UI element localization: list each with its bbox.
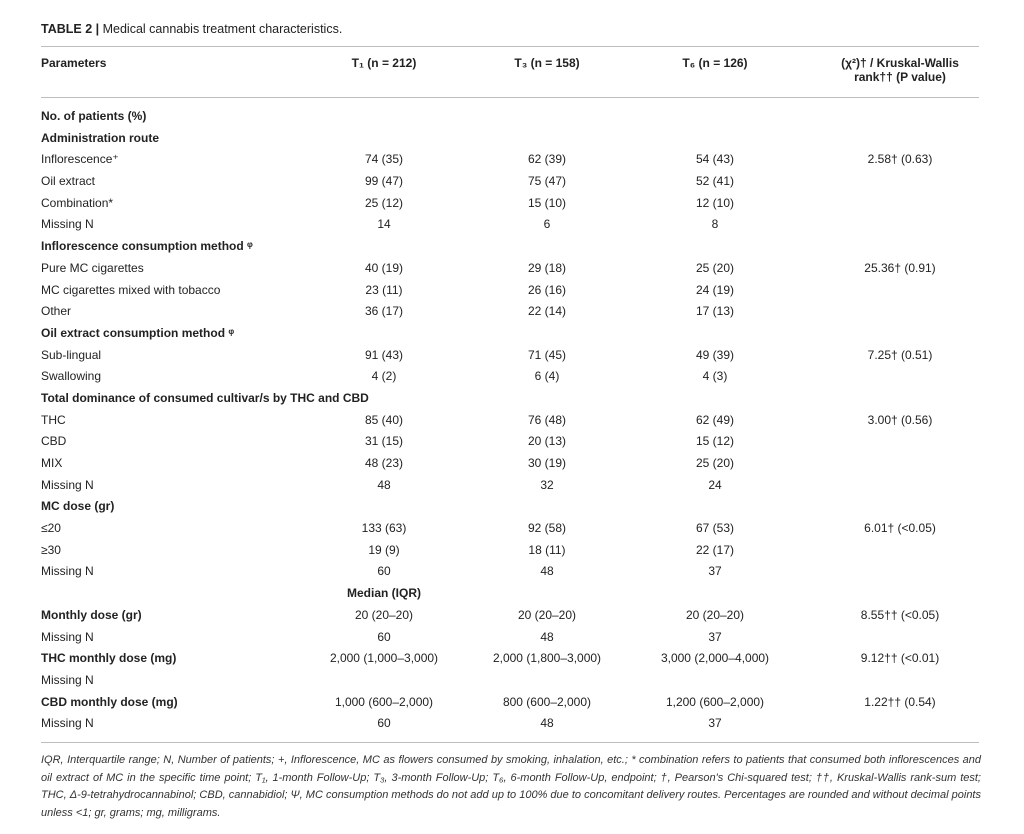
cell-t1: 60 bbox=[377, 564, 391, 579]
table-row bbox=[41, 475, 979, 497]
row-label: MC dose (gr) bbox=[41, 499, 115, 514]
cell-t6: 37 bbox=[708, 564, 722, 579]
cell-t1: 20 (20–20) bbox=[354, 607, 414, 622]
row-label: Sub-lingual bbox=[41, 347, 102, 362]
cell-t1: 14 bbox=[377, 217, 391, 232]
table-row bbox=[41, 193, 979, 215]
table-row bbox=[41, 561, 979, 583]
table-row bbox=[41, 345, 979, 367]
row-label: MC cigarettes mixed with tobacco bbox=[41, 282, 221, 297]
table-row bbox=[41, 301, 979, 323]
top-rule bbox=[41, 46, 979, 47]
table-caption bbox=[41, 22, 342, 36]
cell-t1: 31 (15) bbox=[364, 434, 404, 449]
cell-t1: 60 bbox=[377, 716, 391, 731]
cell-t3: 2,000 (1,800–3,000) bbox=[492, 651, 602, 666]
cell-t6: 25 (20) bbox=[695, 456, 735, 470]
cell-stat: 8.55†† (<0.05) bbox=[860, 607, 940, 622]
cell-t3: 20 (20–20) bbox=[517, 607, 577, 622]
cell-t3: 92 (58) bbox=[527, 521, 567, 536]
cell-t3: 15 (10) bbox=[527, 195, 567, 210]
cell-t6: 52 (41) bbox=[695, 174, 735, 189]
cell-t6: 24 bbox=[708, 477, 722, 492]
row-label: Missing N bbox=[41, 564, 94, 579]
table-row bbox=[41, 670, 979, 692]
cell-stat: 6.01† (<0.05) bbox=[864, 521, 936, 536]
cell-t1: 4 (2) bbox=[371, 369, 397, 384]
table-row bbox=[41, 323, 979, 345]
table-row bbox=[41, 605, 979, 627]
row-label: Swallowing bbox=[41, 369, 102, 384]
cell-t1: 25 (12) bbox=[364, 195, 404, 210]
cell-t6: 12 (10) bbox=[695, 195, 735, 210]
table-row bbox=[41, 388, 979, 410]
header-t1: T₁ (n = 212) bbox=[351, 56, 417, 70]
cell-t3: 22 (14) bbox=[527, 304, 567, 319]
table-row bbox=[41, 171, 979, 193]
cell-t1: 133 (63) bbox=[361, 521, 407, 536]
cell-t1: 40 (19) bbox=[364, 260, 404, 275]
table-row bbox=[41, 366, 979, 388]
table-row bbox=[41, 713, 979, 735]
cell-t6: 37 bbox=[708, 629, 722, 644]
row-label: CBD bbox=[41, 434, 67, 449]
cell-t3: 26 (16) bbox=[527, 282, 567, 297]
row-label: Missing N bbox=[41, 716, 94, 731]
cell-t3: 71 (45) bbox=[527, 347, 567, 362]
table-row bbox=[41, 258, 979, 280]
cell-stat: 25.36† (0.91) bbox=[864, 260, 936, 275]
cell-t6: 20 (20–20) bbox=[685, 607, 745, 622]
row-label: MIX bbox=[41, 456, 63, 470]
caption-label: TABLE 2 | bbox=[41, 22, 100, 36]
table-row bbox=[41, 518, 979, 540]
header-stat bbox=[820, 56, 980, 84]
row-label: Combination* bbox=[41, 195, 114, 210]
cell-t1: 2,000 (1,000–3,000) bbox=[329, 651, 439, 666]
row-label: Missing N bbox=[41, 672, 94, 687]
cell-t1: 19 (9) bbox=[368, 542, 400, 557]
cell-t6: 54 (43) bbox=[695, 152, 735, 167]
row-label: ≥30 bbox=[41, 542, 61, 557]
cell-t3: 29 (18) bbox=[527, 260, 567, 275]
header-t3: T₃ (n = 158) bbox=[514, 56, 580, 70]
table-row bbox=[41, 236, 979, 258]
cell-t3: 75 (47) bbox=[527, 174, 567, 189]
row-label: Missing N bbox=[41, 629, 94, 644]
table-row bbox=[41, 149, 979, 171]
table-row bbox=[41, 128, 979, 150]
cell-t3: 76 (48) bbox=[527, 412, 567, 427]
header-parameters: Parameters bbox=[41, 56, 107, 70]
table-row bbox=[41, 431, 979, 453]
cell-t3: 32 bbox=[540, 477, 554, 492]
cell-t1: 48 bbox=[377, 477, 391, 492]
cell-t3: 6 bbox=[543, 217, 551, 232]
cell-t1: 99 (47) bbox=[364, 174, 404, 189]
cell-t3: 18 (11) bbox=[528, 542, 566, 557]
table-row bbox=[41, 280, 979, 302]
cell-t6: 1,200 (600–2,000) bbox=[665, 694, 765, 709]
cell-t1: 74 (35) bbox=[364, 152, 404, 167]
row-label: Oil extract consumption method ᵠ bbox=[41, 325, 235, 340]
table-row bbox=[41, 214, 979, 236]
cell-t1: 48 (23) bbox=[364, 456, 404, 470]
cell-t1: 1,000 (600–2,000) bbox=[334, 694, 434, 709]
row-label: Other bbox=[41, 304, 72, 319]
cell-t6: 15 (12) bbox=[695, 434, 735, 449]
cell-stat: 2.58† (0.63) bbox=[867, 152, 933, 167]
cell-t1: 85 (40) bbox=[364, 412, 404, 427]
row-label: Missing N bbox=[41, 477, 94, 492]
table-row bbox=[41, 648, 979, 670]
cell-t6: 49 (39) bbox=[695, 347, 735, 362]
row-label: Missing N bbox=[41, 217, 94, 232]
cell-t6: 3,000 (2,000–4,000) bbox=[660, 651, 770, 666]
cell-stat: 3.00† (0.56) bbox=[867, 412, 933, 427]
row-label: Administration route bbox=[41, 130, 160, 145]
table-row bbox=[41, 540, 979, 562]
header-stat-line1: (χ²)† / Kruskal-Wallis bbox=[841, 56, 959, 70]
cell-t1: 36 (17) bbox=[364, 304, 404, 319]
table-row bbox=[41, 627, 979, 649]
cell-t1: 60 bbox=[377, 629, 391, 644]
row-label: Total dominance of consumed cultivar/s by THC and CBD bbox=[41, 390, 369, 405]
row-label: Monthly dose (gr) bbox=[41, 607, 142, 622]
cell-t6: 37 bbox=[708, 716, 722, 731]
caption-text: Medical cannabis treatment characteristics. bbox=[99, 22, 343, 36]
cell-t6: 25 (20) bbox=[695, 260, 735, 275]
cell-stat: 7.25† (0.51) bbox=[867, 347, 933, 362]
cell-t3: 48 bbox=[540, 629, 554, 644]
row-label: Oil extract bbox=[41, 174, 96, 189]
row-label: ≤20 bbox=[41, 521, 61, 536]
header-stat-line2: rank†† (P value) bbox=[854, 70, 946, 84]
cell-t6: 67 (53) bbox=[695, 521, 735, 536]
cell-t6: 4 (3) bbox=[702, 369, 728, 384]
cell-t6: 22 (17) bbox=[695, 542, 735, 557]
row-label: No. of patients (%) bbox=[41, 109, 147, 123]
table-row bbox=[41, 496, 979, 518]
cell-t3: 48 bbox=[540, 716, 554, 731]
header-rule bbox=[41, 97, 979, 98]
row-label: CBD monthly dose (mg) bbox=[41, 694, 178, 709]
cell-t3: 30 (19) bbox=[527, 456, 567, 470]
table-row bbox=[41, 453, 979, 475]
row-subheader: Median (IQR) bbox=[347, 586, 421, 601]
cell-stat: 9.12†† (<0.01) bbox=[860, 651, 940, 666]
row-label: Pure MC cigarettes bbox=[41, 260, 144, 275]
table-row bbox=[41, 692, 979, 714]
table-footnote: IQR, Interquartile range; N, Number of patients; +, Inflorescence, MC as flowers consumed by smoking, inhalation, etc.; * combination refers to patients that consumed both inflorescences and oil extract of MC in the specific time point; T₁, 1-month Follow-Up; T₃, 3-month Follow-Up; T₆, 6-month Follow-Up, endpoint; †, Pearson's Chi-squared test; ††, Kruskal-Wallis rank-sum test; THC, Δ-9-tetrahydrocannabinol; CBD, cannabidiol; Ψ, MC consumption methods do not add up to 100% due to concomitant delivery routes. Percentages are rounded and without decimal points unless <1; gr, grams; mg, milligrams. bbox=[41, 754, 981, 819]
header-t6: T₆ (n = 126) bbox=[682, 56, 748, 70]
row-label: Inflorescence⁺ bbox=[41, 152, 119, 167]
table-row bbox=[41, 410, 979, 432]
table-row bbox=[41, 106, 979, 128]
cell-t6: 17 (13) bbox=[695, 304, 735, 319]
table-body bbox=[41, 106, 979, 735]
row-label: THC bbox=[41, 412, 66, 427]
cell-t3: 6 (4) bbox=[534, 369, 560, 384]
cell-t3: 20 (13) bbox=[527, 434, 567, 449]
cell-t1: 23 (11) bbox=[365, 282, 403, 297]
cell-t6: 24 (19) bbox=[695, 282, 735, 297]
cell-t6: 8 bbox=[711, 217, 719, 232]
cell-t3: 800 (600–2,000) bbox=[502, 694, 592, 709]
cell-t3: 62 (39) bbox=[527, 152, 567, 167]
row-label: Inflorescence consumption method ᵠ bbox=[41, 239, 253, 254]
row-label: THC monthly dose (mg) bbox=[41, 651, 177, 666]
cell-t3: 48 bbox=[540, 564, 554, 579]
cell-t1: 91 (43) bbox=[364, 347, 404, 362]
bottom-rule bbox=[41, 742, 979, 743]
table-row bbox=[41, 583, 979, 605]
cell-stat: 1.22†† (0.54) bbox=[864, 694, 936, 709]
cell-t6: 62 (49) bbox=[695, 412, 735, 427]
